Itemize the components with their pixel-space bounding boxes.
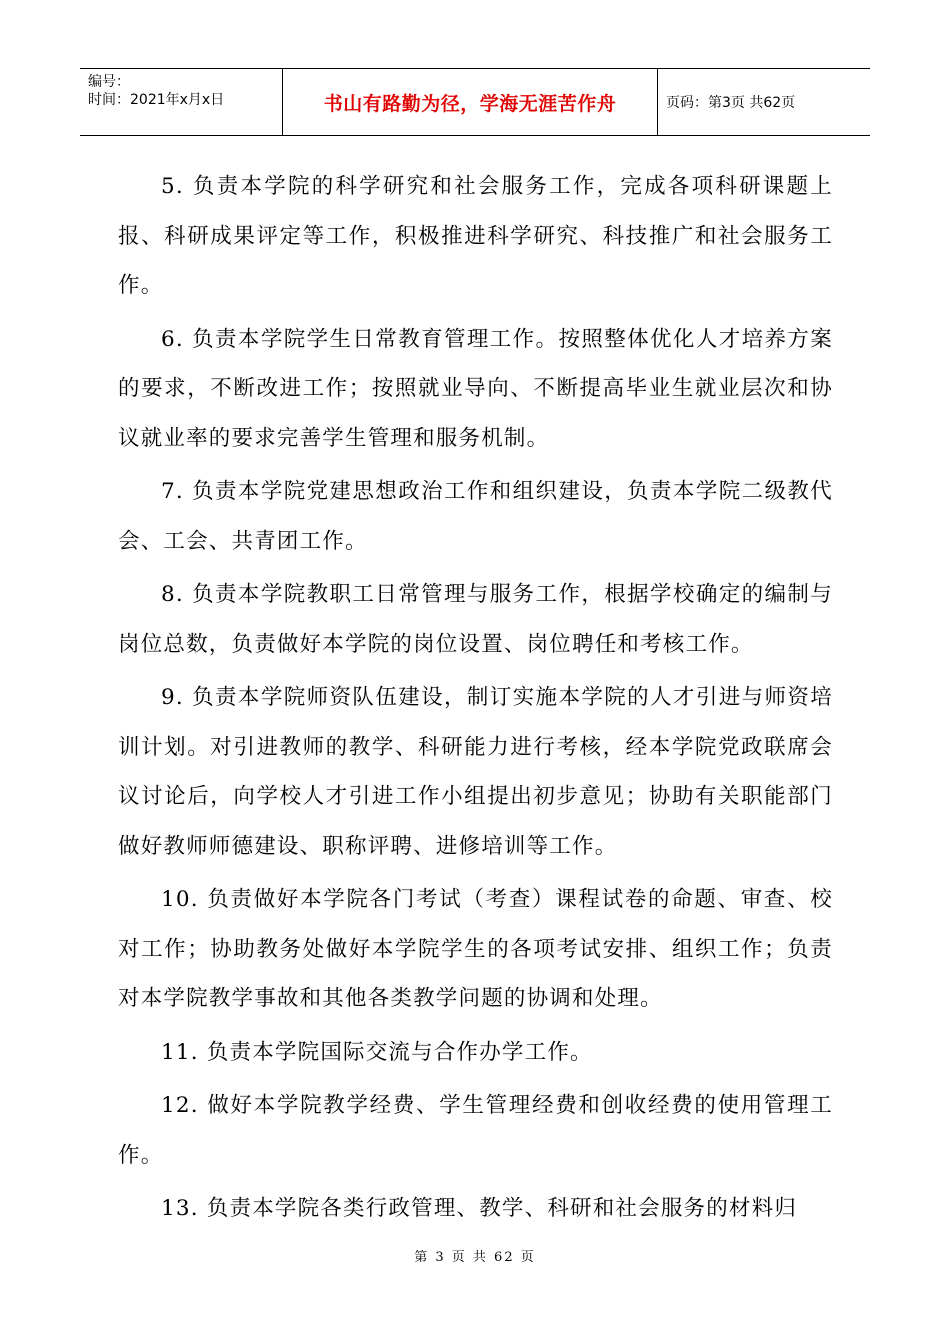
paragraph-item-12: 12. 做好本学院教学经费、学生管理经费和创收经费的使用管理工作。 (118, 1093, 833, 1168)
paragraph-item-10: 10. 负责做好本学院各门考试（考查）课程试卷的命题、审查、校对工作；协助教务处做好本学院学生的各项考试安排、组织工作；负责对本学院教学事故和其他各类教学问题的协调和处理。 (118, 887, 833, 1011)
header-info-cell (80, 69, 283, 135)
paragraph-item-7: 7. 负责本学院党建思想政治工作和组织建设，负责本学院二级教代会、工会、共青团工作。 (118, 479, 833, 554)
header-table (80, 68, 870, 136)
header-page-number: 页码：第3页 共62页 (666, 95, 796, 111)
paragraph-item-13: 13. 负责本学院各类行政管理、教学、科研和社会服务的材料归 (161, 1196, 798, 1221)
paragraph-item-9: 9. 负责本学院师资队伍建设，制订实施本学院的人才引进与师资培训计划。对引进教师的教学、科研能力进行考核，经本学院党政联席会议讨论后，向学校人才引进工作小组提出初步意见；协助有关职能部门做好教师师德建设、职称评聘、进修培训等工作。 (118, 685, 833, 859)
document-time-label: 时间：2021年x月x日 (88, 92, 225, 108)
header-motto: 书山有路勤为径，学海无涯苦作舟 (283, 69, 658, 135)
paragraph-item-6: 6. 负责本学院学生日常教育管理工作。按照整体优化人才培养方案的要求，不断改进工作；按照就业导向、不断提高毕业生就业层次和协议就业率的要求完善学生管理和服务机制。 (118, 326, 833, 451)
document-body (118, 162, 833, 1238)
document-number-label: 编号： (88, 74, 130, 90)
paragraph-item-5: 5. 负责本学院的科学研究和社会服务工作，完成各项科研课题上报、科研成果评定等工作，积极推进科学研究、科技推广和社会服务工作。 (118, 174, 833, 298)
paragraph-item-11: 11. 负责本学院国际交流与合作办学工作。 (161, 1039, 593, 1065)
paragraph-item-8: 8. 负责本学院教职工日常管理与服务工作，根据学校确定的编制与岗位总数，负责做好本学院的岗位设置、岗位聘任和考核工作。 (118, 582, 833, 657)
page-footer: 第 3 页 共 62 页 (414, 1250, 536, 1265)
